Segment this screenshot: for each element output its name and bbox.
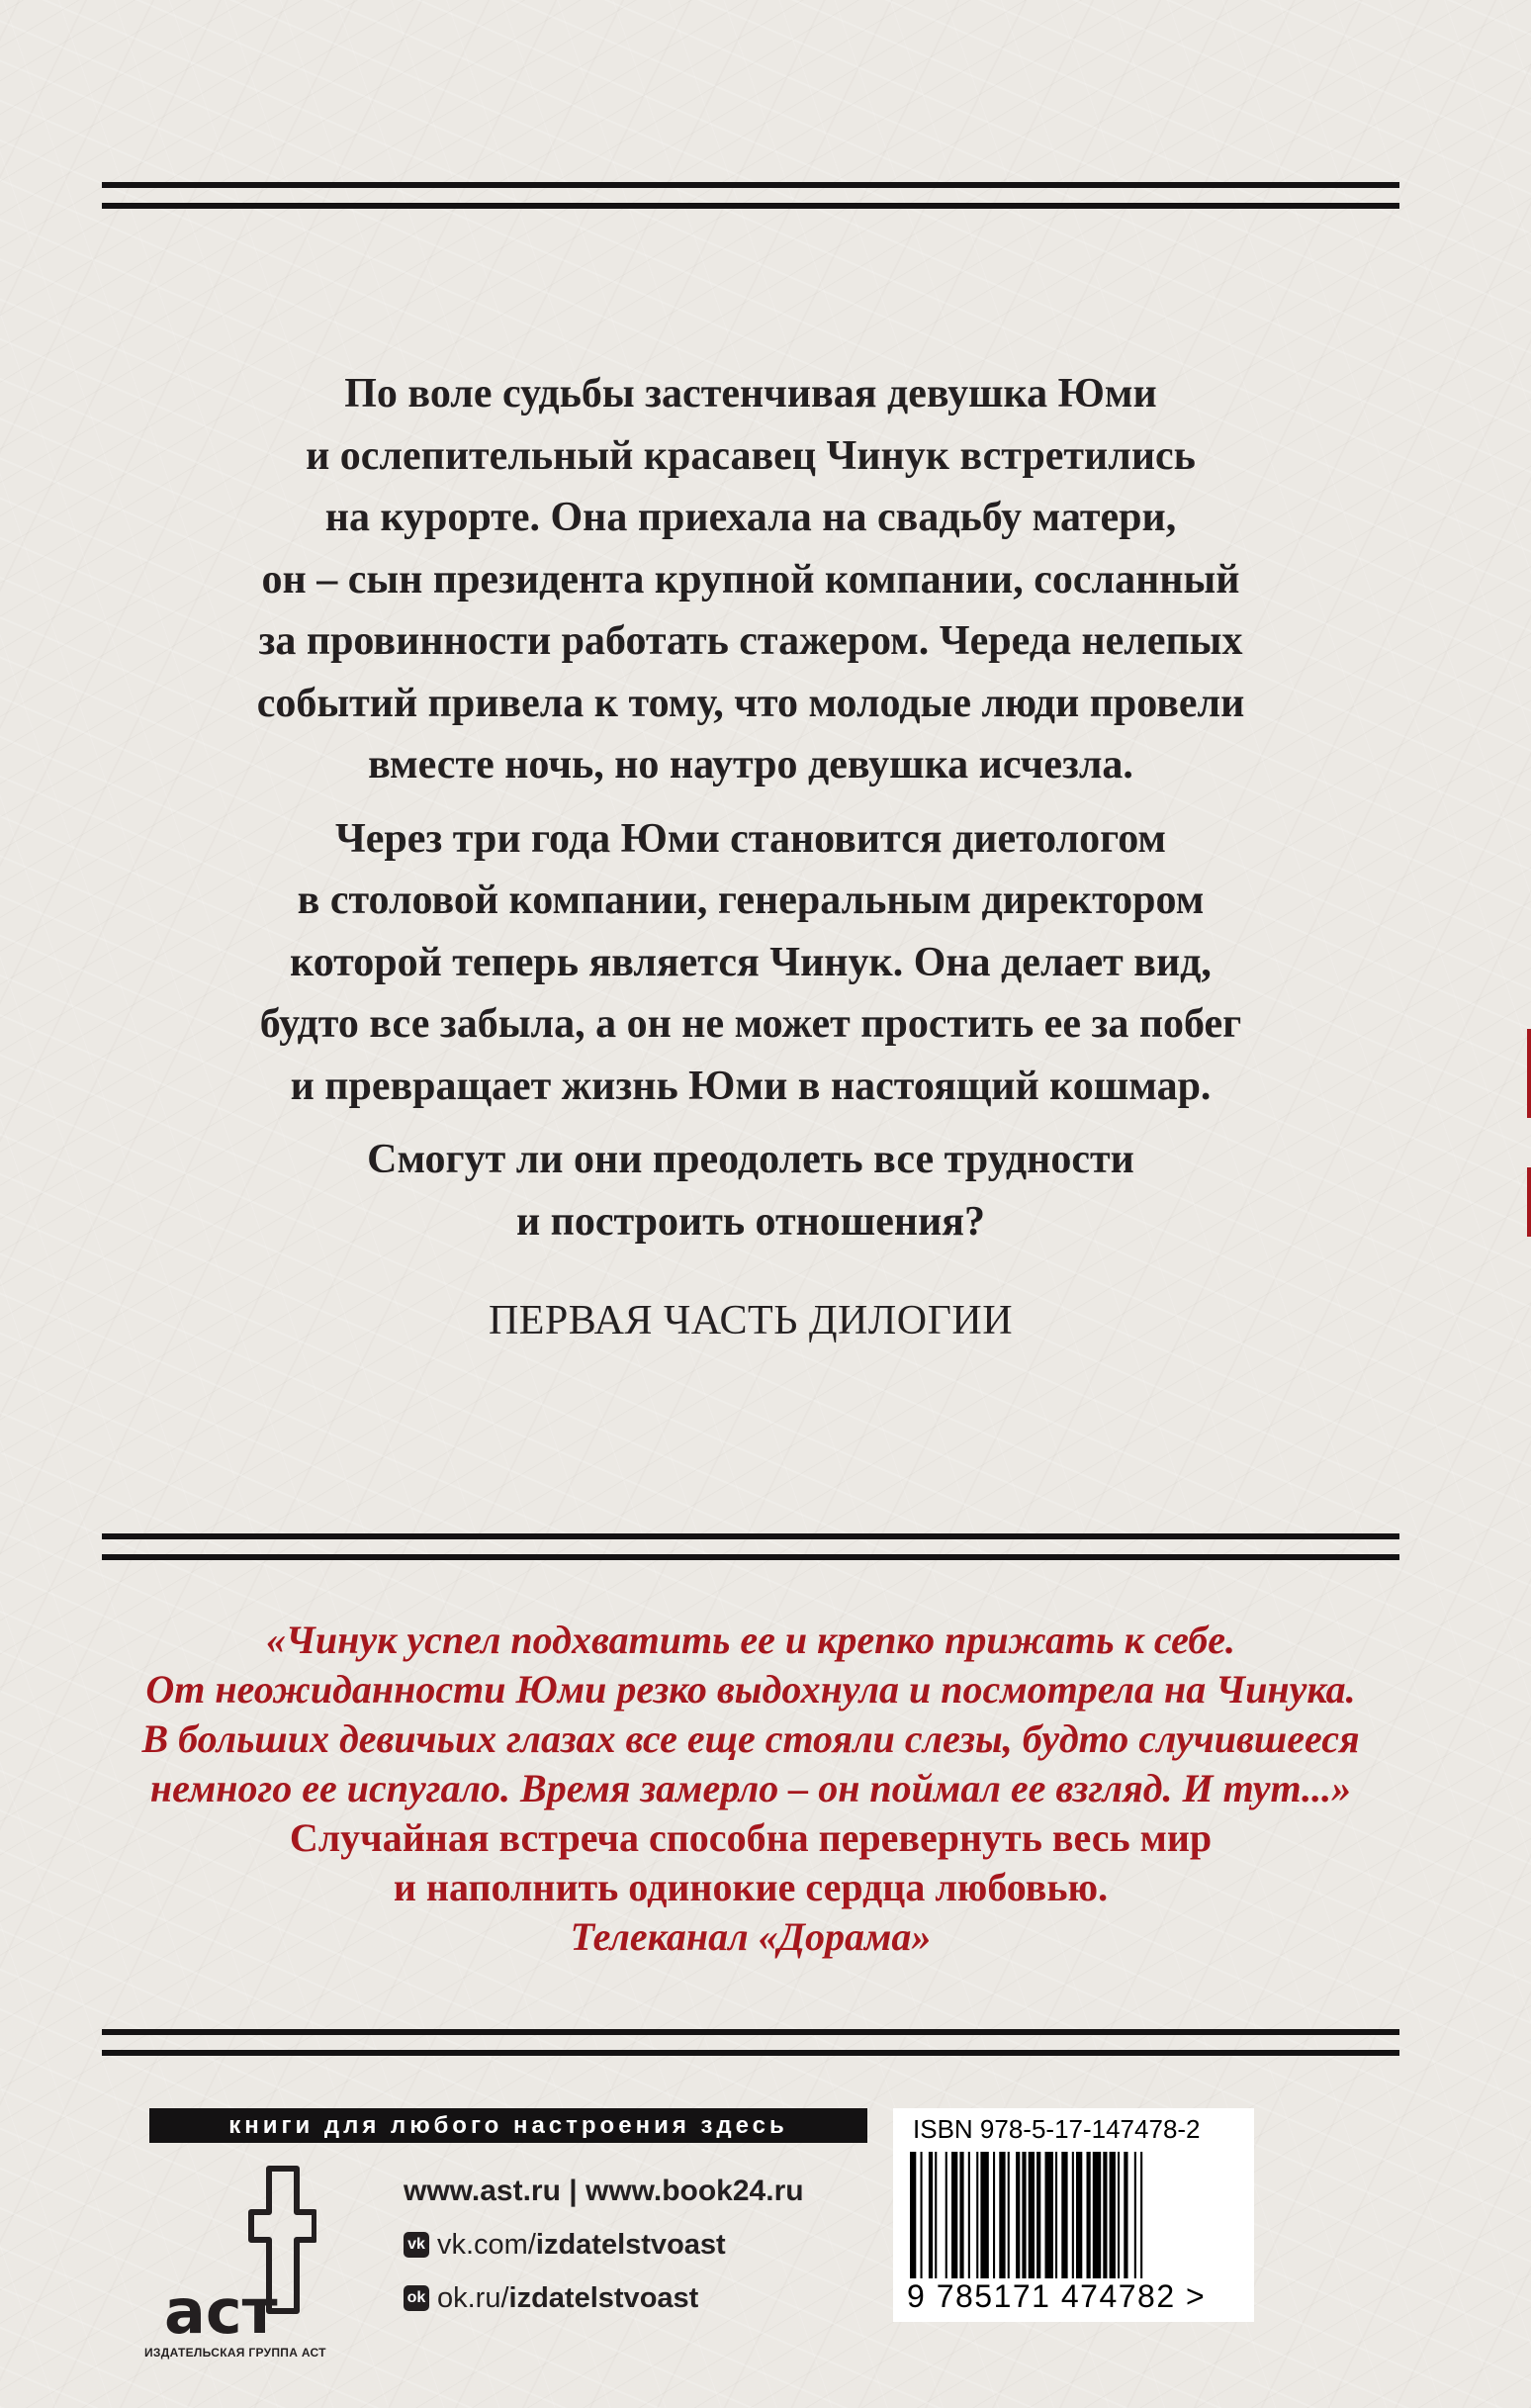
description-paragraph-3 (102, 1129, 1399, 1252)
description-paragraph-1 (102, 363, 1399, 796)
ast-logo (158, 2163, 316, 2361)
description-line: на курорте. Она приехала на свадьбу матери, (324, 495, 1177, 540)
barcode-bar (959, 2152, 963, 2278)
barcode-bar (1103, 2152, 1107, 2278)
description-line: в столовой компании, генеральным директором (297, 878, 1205, 923)
barcode-bar (910, 2152, 916, 2278)
barcode-bar (1124, 2152, 1127, 2278)
blurb-line: и наполнить одинокие сердца любовью. (393, 1865, 1109, 1909)
barcode-bars (910, 2152, 1236, 2278)
description-line: которой теперь является Чинук. Она делает вид, (290, 939, 1212, 985)
barcode-bar (1087, 2152, 1091, 2278)
quote-source: Телеканал «Дорама» (570, 1914, 932, 1959)
ok-handle: izdatelstvoast (508, 2282, 699, 2314)
barcode-bar (1045, 2152, 1053, 2278)
barcode-bar (946, 2152, 947, 2278)
barcode-bar (976, 2152, 978, 2278)
publisher-slogan: книги для любого настроения здесь (149, 2108, 867, 2143)
blurb-line: Случайная встреча способна перевернуть весь мир (289, 1815, 1213, 1860)
ok-prefix: ok.ru/ (437, 2282, 509, 2314)
barcode-bar (921, 2152, 923, 2278)
website-links[interactable]: www.ast.ru | www.book24.ru (404, 2175, 804, 2207)
description-line: он – сын президента крупной компании, сосланный (261, 556, 1240, 602)
barcode-bar (1055, 2152, 1057, 2278)
book-description (102, 363, 1399, 1351)
barcode-bar (1093, 2152, 1101, 2278)
barcode-bar (1061, 2152, 1067, 2278)
barcode-bar (1022, 2152, 1026, 2278)
quote-text (102, 1616, 1399, 1813)
barcode-bar (935, 2152, 937, 2278)
barcode-bar (1036, 2152, 1040, 2278)
barcode-bar (1134, 2152, 1136, 2278)
barcode-bar (1076, 2152, 1082, 2278)
middle-rule-upper (102, 1533, 1399, 1539)
barcode-bar (951, 2152, 957, 2278)
ok-link[interactable] (404, 2278, 804, 2318)
barcode-bar (968, 2152, 970, 2278)
vk-prefix: vk.com/ (437, 2229, 536, 2261)
quote-line: «Чинук успел подхватить ее и крепко прижать к себе. (265, 1618, 1236, 1662)
barcode-bar (1016, 2152, 1020, 2278)
spine-edge-mark (1527, 1029, 1531, 1118)
barcode-bar (999, 2152, 1005, 2278)
description-line: за провинности работать стажером. Череда нелепых (258, 618, 1243, 664)
barcode-bar (1118, 2152, 1120, 2278)
description-line: вместе ночь, но наутро девушка исчезла. (368, 742, 1133, 787)
isbn-barcode (893, 2108, 1254, 2322)
barcode-bar (1008, 2152, 1010, 2278)
publisher-links (404, 2172, 804, 2318)
vk-link[interactable] (404, 2225, 804, 2265)
quote-line: В больших девичьих глазах все еще стояли слезы, будто случившееся (141, 1716, 1360, 1761)
description-line: Через три года Юми становится диетологом (334, 815, 1167, 862)
vk-icon: vk (404, 2232, 429, 2258)
barcode-bar (980, 2152, 988, 2278)
quote-line: немного ее испугало. Время замерло – он поймал ее взгляд. И тут...» (149, 1766, 1352, 1810)
blurb-text (102, 1813, 1399, 1912)
description-line: будто все забыла, а он не может простить ее за побег (259, 1001, 1242, 1047)
description-line: событий привела к тому, что молодые люди провели (256, 680, 1245, 726)
spine-edge-mark (1527, 1167, 1531, 1237)
top-rule-lower (102, 203, 1399, 209)
description-line: и ослепительный красавец Чинук встретились (306, 432, 1196, 479)
series-tagline: ПЕРВАЯ ЧАСТЬ ДИЛОГИИ (488, 1298, 1014, 1343)
description-line: Смогут ли они преодолеть все трудности (367, 1137, 1134, 1182)
middle-rule-lower (102, 1554, 1399, 1560)
barcode-bar (1072, 2152, 1074, 2278)
ast-logo-text: аст (164, 2275, 278, 2348)
ok-icon: ok (404, 2285, 429, 2311)
description-paragraph-2 (102, 808, 1399, 1118)
barcode-bar (1110, 2152, 1116, 2278)
barcode-bar (1029, 2152, 1035, 2278)
publisher-name: ИЗДАТЕЛЬСКАЯ ГРУППА АСТ (144, 2346, 326, 2360)
bottom-rule-lower (102, 2050, 1399, 2056)
description-line: По воле судьбы застенчивая девушка Юми (344, 371, 1157, 417)
barcode-digits: 9 785171 474782 > (907, 2278, 1207, 2314)
review-quote (102, 1616, 1399, 1962)
description-line: и превращает жизнь Юми в настоящий кошмар. (290, 1063, 1212, 1109)
isbn-number: ISBN 978-5-17-147478-2 (913, 2114, 1201, 2144)
quote-line: От неожиданности Юми резко выдохнула и посмотрела на Чинука. (145, 1667, 1356, 1712)
barcode-bar (993, 2152, 995, 2278)
top-rule-upper (102, 182, 1399, 188)
vk-handle: izdatelstvoast (535, 2229, 726, 2261)
bottom-rule-upper (102, 2029, 1399, 2035)
barcode-bar (1140, 2152, 1142, 2278)
description-line: и построить отношения? (515, 1198, 986, 1245)
barcode-bar (929, 2152, 933, 2278)
